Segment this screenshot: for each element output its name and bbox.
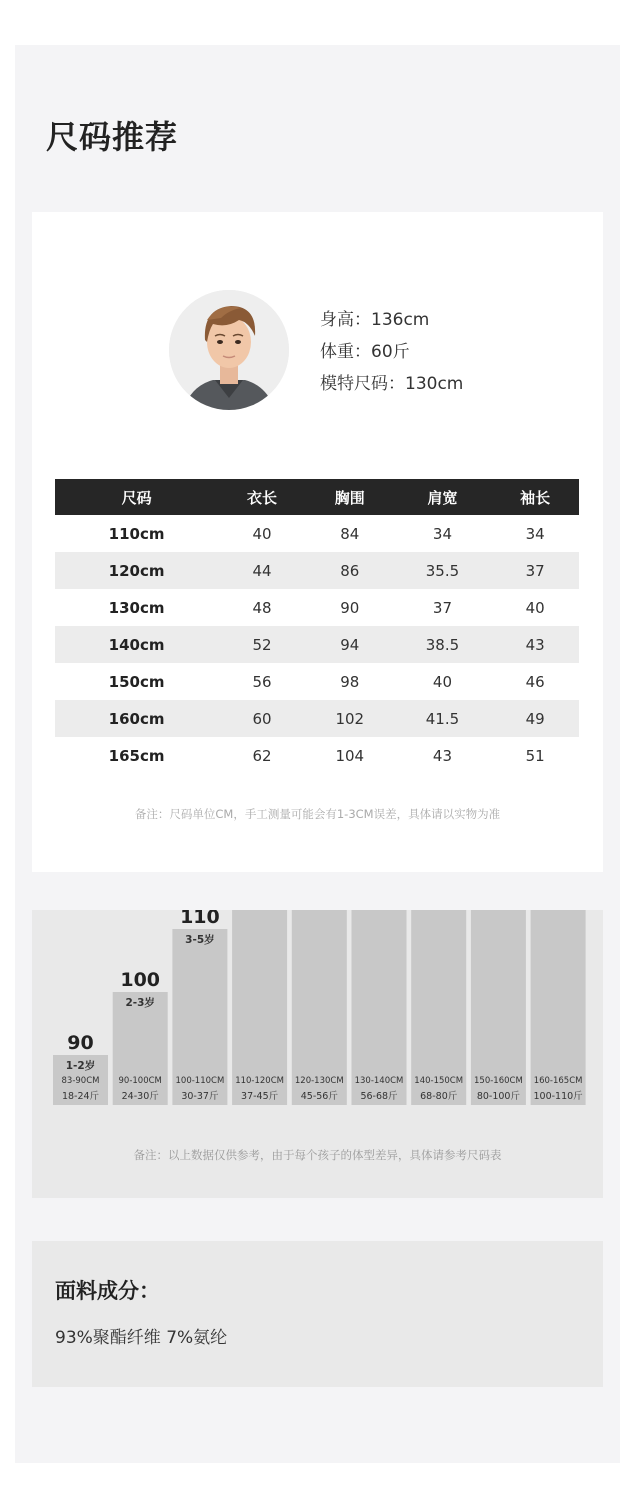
table-cell: 110cm [108, 524, 165, 543]
table-cell: 40 [525, 598, 545, 617]
header-size: 尺码 [55, 479, 218, 515]
table-cell: 120cm [55, 552, 218, 589]
weight-range-label: 80-100斤 [476, 1091, 520, 1102]
table-cell: 62 [252, 746, 272, 765]
table-cell: 86 [306, 552, 394, 589]
table-cell: 43 [491, 626, 579, 663]
table-cell: 49 [491, 700, 579, 737]
fabric-panel [32, 1241, 603, 1387]
table-cell: 102 [306, 700, 394, 737]
header-shoulder: 肩宽 [394, 479, 492, 515]
table-cell: 52 [218, 626, 306, 663]
model-height: 身高：136cm [320, 310, 430, 330]
chart-note: 备注：以上数据仅供参考，由于每个孩子的体型差异，具体请参考尺码表 [133, 1148, 502, 1162]
model-info [320, 304, 463, 400]
size-bar-label: 110 [180, 910, 220, 928]
weight-range-label: 56-68斤 [360, 1091, 398, 1102]
table-cell: 140cm [55, 626, 218, 663]
table-cell: 160cm [55, 700, 218, 737]
size-recommendation-card [32, 212, 603, 872]
table-row [55, 515, 579, 552]
height-range-label: 100-110CM [175, 1076, 225, 1086]
table-cell: 34 [525, 524, 545, 543]
page-title: 尺码推荐 [46, 118, 179, 156]
table-cell: 43 [432, 746, 452, 765]
table-cell: 41.5 [394, 700, 492, 737]
table-cell: 40 [432, 672, 452, 691]
height-range-label: 160-165CM [533, 1076, 583, 1086]
age-range-label: 1-2岁 [65, 1060, 96, 1072]
height-range-label: 150-160CM [474, 1076, 523, 1086]
weight-range-label: 68-80斤 [420, 1091, 458, 1102]
model-avatar [169, 290, 289, 410]
height-bar-chart [32, 910, 603, 1130]
header-chest: 胸围 [306, 479, 394, 515]
weight-range-label: 45-56斤 [300, 1091, 338, 1102]
size-bar-label: 100 [120, 969, 161, 991]
table-row [55, 700, 579, 737]
weight-range-label: 30-37斤 [181, 1091, 219, 1102]
height-range-label: 90-100CM [118, 1076, 162, 1086]
table-cell: 38.5 [394, 626, 492, 663]
table-cell: 37 [432, 598, 452, 617]
table-cell: 40 [252, 524, 272, 543]
table-row [55, 663, 579, 700]
fabric-title: 面料成分： [55, 1279, 160, 1303]
height-range-label: 130-140CM [354, 1076, 404, 1086]
table-cell: 51 [525, 746, 545, 765]
weight-range-label: 24-30斤 [121, 1091, 159, 1102]
height-range-label: 110-120CM [235, 1076, 284, 1086]
age-range-label: 3-5岁 [185, 934, 215, 946]
table-cell: 165cm [108, 746, 165, 765]
height-range-label: 120-130CM [294, 1076, 344, 1086]
table-row [55, 589, 579, 626]
size-table-note: 备注：尺码单位CM，手工测量可能会有1-3CM误差，具体请以实物为准 [134, 807, 501, 821]
table-cell: 56 [252, 672, 272, 691]
fabric-composition: 93%聚酯纤维 7%氨纶 [55, 1328, 228, 1348]
table-cell: 35.5 [394, 552, 492, 589]
table-cell: 98 [340, 672, 360, 691]
table-cell: 44 [218, 552, 306, 589]
table-cell: 48 [252, 598, 272, 617]
table-row [55, 737, 579, 774]
weight-range-label: 18-24斤 [61, 1091, 100, 1102]
table-cell: 46 [525, 672, 545, 691]
size-bar-label: 90 [67, 1032, 94, 1054]
weight-range-label: 37-45斤 [241, 1091, 279, 1102]
height-range-label: 140-150CM [414, 1076, 464, 1086]
table-cell: 84 [340, 524, 360, 543]
table-row [55, 626, 579, 663]
size-table-header-row [55, 479, 579, 515]
model-size: 模特尺码：130cm [320, 374, 464, 394]
header-length: 衣长 [218, 479, 306, 515]
size-table [55, 479, 579, 774]
table-cell: 130cm [108, 598, 165, 617]
header-sleeve: 袖长 [491, 479, 579, 515]
table-row [55, 552, 579, 589]
table-cell: 60 [218, 700, 306, 737]
model-portrait-image [169, 290, 289, 410]
height-range-label: 83-90CM [61, 1076, 100, 1086]
table-cell: 150cm [108, 672, 165, 691]
height-chart-panel [32, 910, 603, 1198]
age-range-label: 2-3岁 [125, 997, 155, 1009]
table-cell: 37 [491, 552, 579, 589]
table-cell: 94 [306, 626, 394, 663]
table-cell: 90 [340, 598, 360, 617]
table-cell: 34 [432, 524, 452, 543]
model-weight: 体重：60斤 [320, 342, 410, 362]
weight-range-label: 100-110斤 [533, 1091, 583, 1102]
table-cell: 104 [335, 746, 365, 765]
